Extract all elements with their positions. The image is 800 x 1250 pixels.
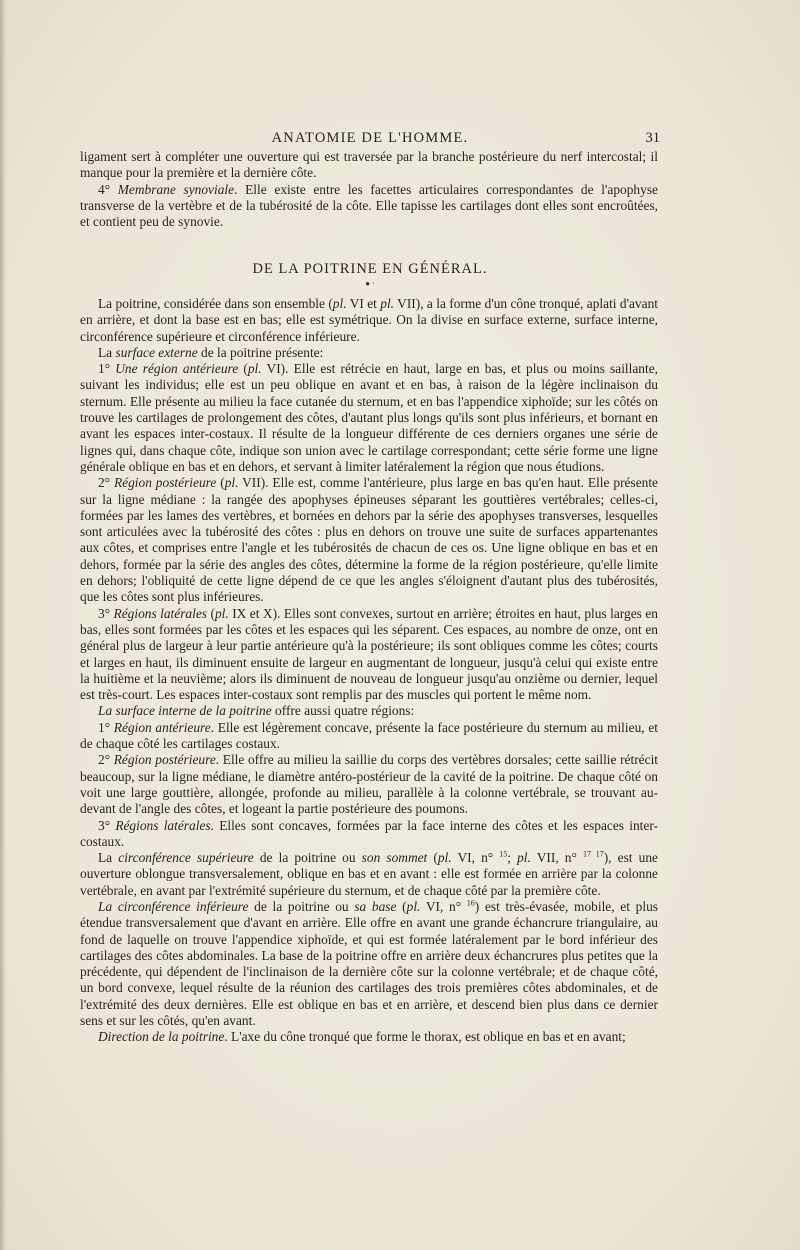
running-head [80,128,660,150]
italic-text: surface externe [115,344,198,360]
text-run: offre aussi quatre régions: [271,703,415,719]
text-run: IX et X). Elles sont convexes, surtout en arrière; étroites en haut, plus larges en bas, elles sont formées par les côtes et les espaces qui les séparent. Ces espaces, au nombre de onze, ont en général plus de largeur à leur partie antérieure qu'à la postérieure; ils sont obliques comme les côtes; courts et larges en haut, ils diminuent ensuite de largeur en augmentant de longueur, jusqu'à celui qui existe entre la huitième et la neuvième; alors ils diminuent de nouveau de longueur jusqu'au onzième ou dernier, lequel est très-court. Les espaces inter-costaux sont remplis par des muscles qui portent le même nom. [80,605,658,703]
italic-text: La circonférence inférieure [98,898,249,914]
italic-text: pl. [406,898,421,914]
superscript: 15 [499,849,508,859]
text-run: ( [396,898,407,914]
text-run: La [98,850,119,866]
italic-text: pl. [247,361,262,377]
text-run: VI et [346,296,381,311]
text-run: VI, n° [451,850,500,866]
italic-text: circonférence supérieure [118,850,254,866]
body-paragraph [80,475,658,605]
text-run: 3° [98,605,114,621]
text-run: La poitrine, considérée dans son ensemble ( [98,296,333,311]
page-spine-shadow [0,0,6,1250]
text-run: . Elle offre au milieu la saillie du corps des vertèbres dorsales; cette saillie rétrécit beaucoup, sur la ligne médiane, le diamètre antéro-postérieur de la cavité de la poitrine. De chaque côté on voit une large gouttière, allongée, profonde au milieu, parallèle à la colonne vertébrale, se trouvant au-devant de l'angle des côtes, et logeant la partie postérieure des poumons. [80,752,659,817]
italic-text: Région postérieure [113,752,216,768]
body-paragraph [80,361,658,475]
superscript: 17 17 [582,849,604,859]
text-run: . Elle est légèrement concave, présente la face postérieure du sternum au milieu, et de chaque côté les cartilages costaux. [80,719,658,752]
text-run: 3° [98,817,116,833]
page-number: 31 [645,130,660,146]
text-run: VI, n° [420,898,467,914]
text-run: de la poitrine présente: [197,344,324,360]
superscript: 16 [466,898,475,908]
section-title: DE LA POITRINE EN GÉNÉRAL. [252,261,488,277]
text-run: ) est très-évasée, mobile, et plus étendue transversalement que d'avant en arrière. Elle offre en avant une grande échancrure triangulaire, au fond de laquelle on trouve l'appendice xiphoïde, et qui est formée latéralement par le bord inférieur des cartilages des côtes abdominales. La base de la poitrine offre en arrière deux échancrures plus petites que la précédente, qui dépendent de l'inclinaison de la dernière côte sur la colonne vertébrale; et de chaque côté, un bord convexe, lequel résulte de la réunion des cartilages des trois premières côtes abdominales, et de l'extrémité des deux dernières. Elle est oblique en bas et en arrière, et descend bien plus dans ce dernier sens et sur les côtés, qu'en avant. [80,898,658,1029]
text-run: ; [507,850,518,866]
italic-text: pl. [214,605,229,621]
text-run: ( [238,361,248,377]
italic-text: Régions latérales [115,817,211,833]
ornament: ● · [365,279,375,288]
text-run: ( [216,475,225,491]
body-text-block [80,296,658,1046]
text-run: . Elles sont concaves, formées par la face interne des côtes et les espaces inter-costaux. [80,817,658,849]
text-run: ( [427,850,438,866]
text-run: VII), a la forme d'un cône tronqué, aplati d'avant en arrière, et dont la base est en bas; elle est symétrique. On la divise en surface externe, surface interne, circonférence supérieure et circonférence inférieure. [80,296,658,344]
paragraph-text: . Elle existe entre les facettes articulaires correspondantes de l'apophyse transverse de la vertèbre et de la tubérosité de la côte. Elle tapisse les cartilages dont elles sont encroûtées, et contient peu de synovie. [80,181,658,230]
italic-text: La surface interne de la poitrine [98,703,272,719]
italic-text: son sommet [361,850,428,866]
italic-text: Une région antérieure [115,361,239,377]
italic-text: pl. [517,850,531,866]
text-run: 1° [98,719,114,735]
paragraph-italic: Membrane synoviale [117,181,235,197]
text-run: de la poitrine ou [253,850,362,866]
body-paragraph [80,345,658,361]
body-paragraph [80,850,658,899]
body-paragraph [80,720,658,753]
italic-text: pl. [224,475,239,491]
body-paragraph [80,703,658,719]
paragraph-membrane-synoviale [80,182,658,231]
body-paragraph [80,899,658,1029]
italic-text: Région antérieure [113,719,211,735]
italic-text: pl. [437,850,452,866]
italic-text: Régions latérales [113,605,208,621]
italic-text: pl. [380,296,395,311]
body-paragraph [80,818,658,851]
text-run: ( [207,605,215,621]
italic-text: Direction de la poitrine [98,1029,225,1045]
text-run: 1° [98,361,116,377]
text-run: 2° [98,475,114,491]
text-run: . L'axe du cône tronqué que forme le thorax, est oblique en bas et en avant; [224,1029,626,1045]
text-run: VII). Elle est, comme l'antérieure, plus large en bas qu'en haut. Elle présente sur la ligne médiane : la rangée des apophyses épineuses séparant les gouttières vertébrales; celles-ci, formées par les lames des vertèbres, et bornées en dehors par la série des apophyses transverses, lesquelles sont articulées avec la tubérosité des côtes : plus en dehors on trouve une suite de surfaces appartenantes aux côtes, et comprises entre l'angle et les tubérosités de chacun de ces os. Une ligne oblique en bas et en dehors, formée par la série des angles des côtes, détermine la forme de la région postérieure, qu'elle limite en dehors; l'obliquité de cette ligne dépend de ce que les angles s'éloignent d'autant plus des tubérosités, que les côtes sont plus inférieures. [80,475,658,605]
text-run: de la poitrine ou [248,898,355,914]
body-paragraph [80,606,658,704]
text-run: VII, n° [530,850,583,866]
top-text-block [80,149,658,230]
running-title: ANATOMIE DE L'HOMME. [271,130,469,146]
italic-text: Région postérieure [113,475,217,491]
italic-text: pl. [332,296,347,311]
text-run: VI). Elle est rétrécie en haut, large en bas, et plus ou moins saillante, suivant les individus; elle est un peu oblique en avant et en bas, à raison de la légère inclinaison du sternum. Elle présente au milieu la face cutanée du sternum, et en bas l'appendice xiphoïde; sur les côtés on trouve les cartilages de prolongement des côtes, d'autant plus longs qu'ils sont plus inférieurs, et bornant en avant les espaces inter-costaux. Il résulte de la longueur différente de ces derniers organes une série de lignes qui, dans chaque côte, indique son union avec le cartilage correspondant; cette série forme une ligne générale oblique en bas et en dehors, et servant à limiter latéralement la région que nous étudions. [80,361,659,474]
body-paragraph [80,752,658,817]
paragraph-lead: 4° [98,181,118,197]
body-paragraph [80,296,658,345]
body-paragraph [80,1029,658,1045]
text-run: 2° [98,752,114,768]
italic-text: sa base [354,898,397,914]
text-run: La [98,344,116,360]
paragraph-continuation: ligament sert à compléter une ouverture qui est traversée par la branche postérieure du nerf intercostal; il manque pour la première et la dernière côte. [80,149,658,181]
text-run: ), est une ouverture oblongue transversalement, oblique en bas et en avant : elle est formée en arrière par la colonne vertébrale, en avant par l'extrémité supérieure du sternum, et de chaque côté par la première côte. [80,850,658,898]
